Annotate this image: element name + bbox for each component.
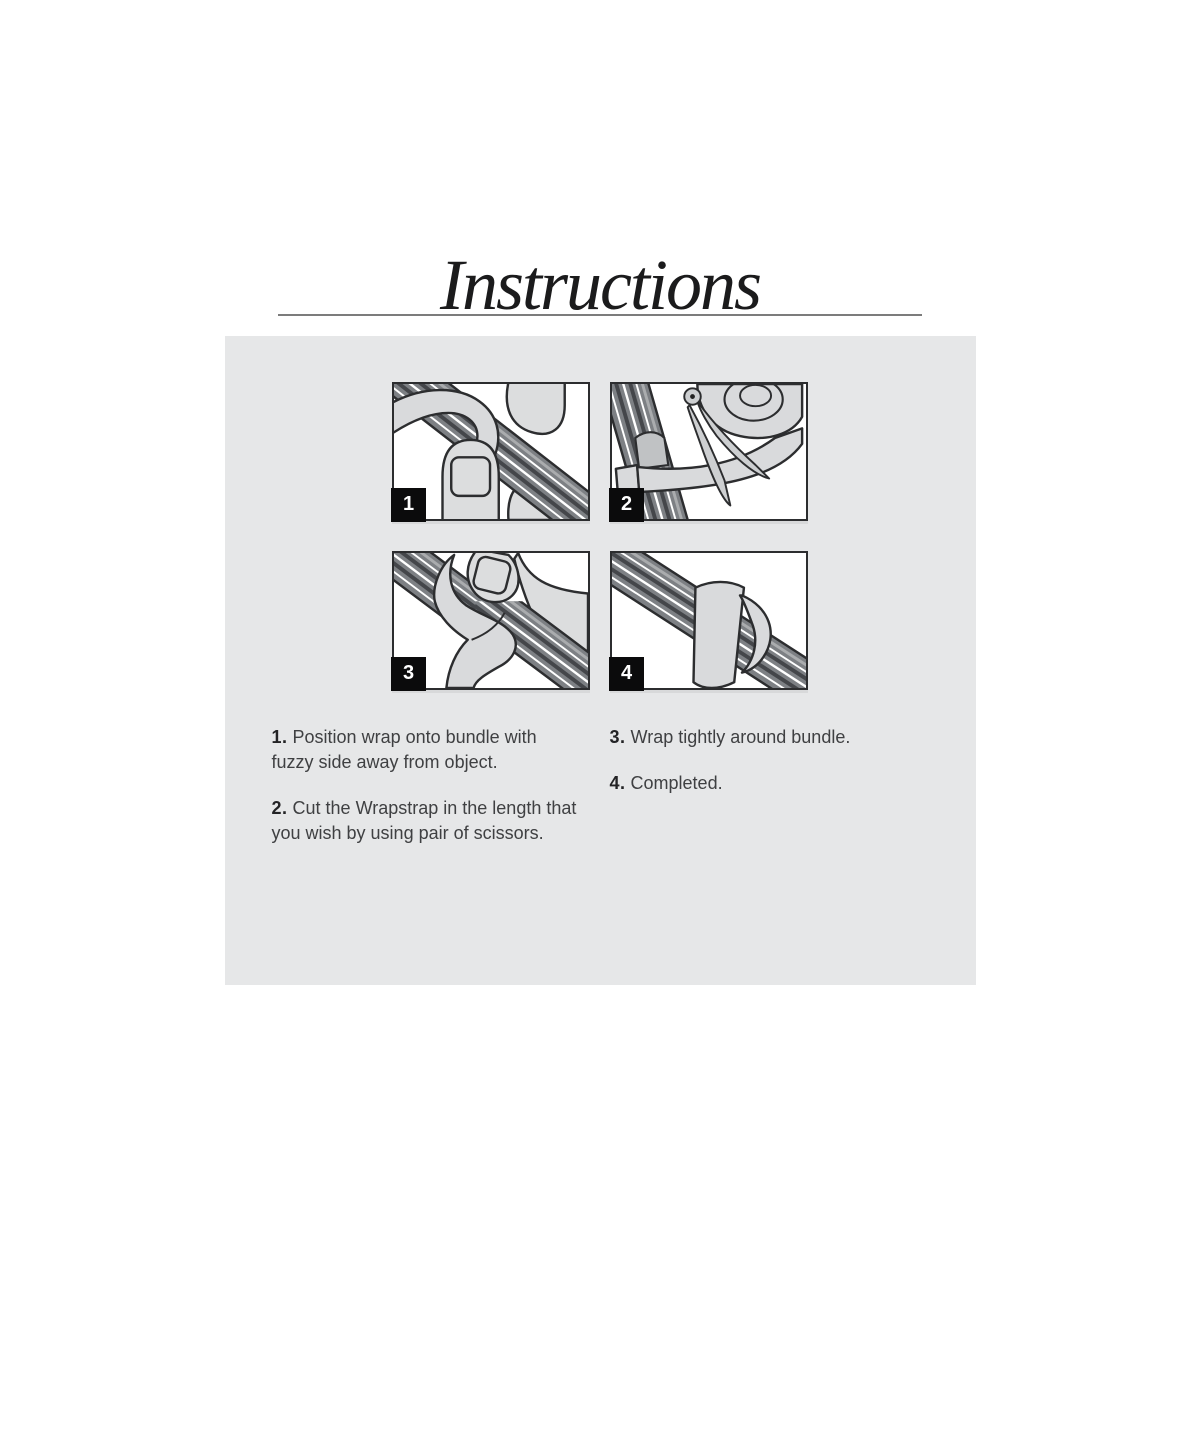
step-1-number: 1. <box>271 727 288 747</box>
thumbnail <box>451 457 490 496</box>
step-2-text <box>272 796 610 846</box>
step-panel-4 <box>610 551 808 690</box>
step-panel-2 <box>610 382 808 521</box>
step-panel-1 <box>392 382 590 521</box>
step-4-number: 4. <box>609 773 626 793</box>
step-number-badge-4: 4 <box>609 657 644 691</box>
step-2-line-1: Cut the Wrapstrap in the length that <box>292 798 577 818</box>
step-4-text <box>610 771 946 796</box>
wrap-strap-band <box>693 582 743 688</box>
thumbnail <box>471 555 511 595</box>
scissors-pivot-screw <box>690 394 695 399</box>
step-number-badge-2: 2 <box>609 488 644 522</box>
strap-fold <box>635 432 668 469</box>
page-title: Instructions <box>439 245 760 325</box>
step-number-badge-1: 1 <box>391 488 426 522</box>
step-2-line-2: you wish by using pair of scissors. <box>271 823 544 843</box>
step-3-line-1: Wrap tightly around bundle. <box>630 727 851 747</box>
step-instructions-text <box>272 725 946 867</box>
title-underline <box>278 245 922 325</box>
steps-column-left <box>272 725 610 867</box>
instructions-box <box>225 336 976 985</box>
step-4-line-1: Completed. <box>630 773 723 793</box>
step-number-badge-3: 3 <box>391 657 426 691</box>
step-2-number: 2. <box>271 798 288 818</box>
step-panel-grid <box>392 382 808 690</box>
step-3-number: 3. <box>609 727 626 747</box>
step-1-line-1: Position wrap onto bundle with <box>292 727 537 747</box>
header <box>0 245 1200 325</box>
step-1-line-2: fuzzy side away from object. <box>271 752 498 772</box>
step-3-text <box>610 725 946 750</box>
finger-top-right <box>506 384 564 434</box>
step-1-text <box>272 725 610 775</box>
step-panel-3 <box>392 551 590 690</box>
steps-column-right <box>610 725 946 867</box>
